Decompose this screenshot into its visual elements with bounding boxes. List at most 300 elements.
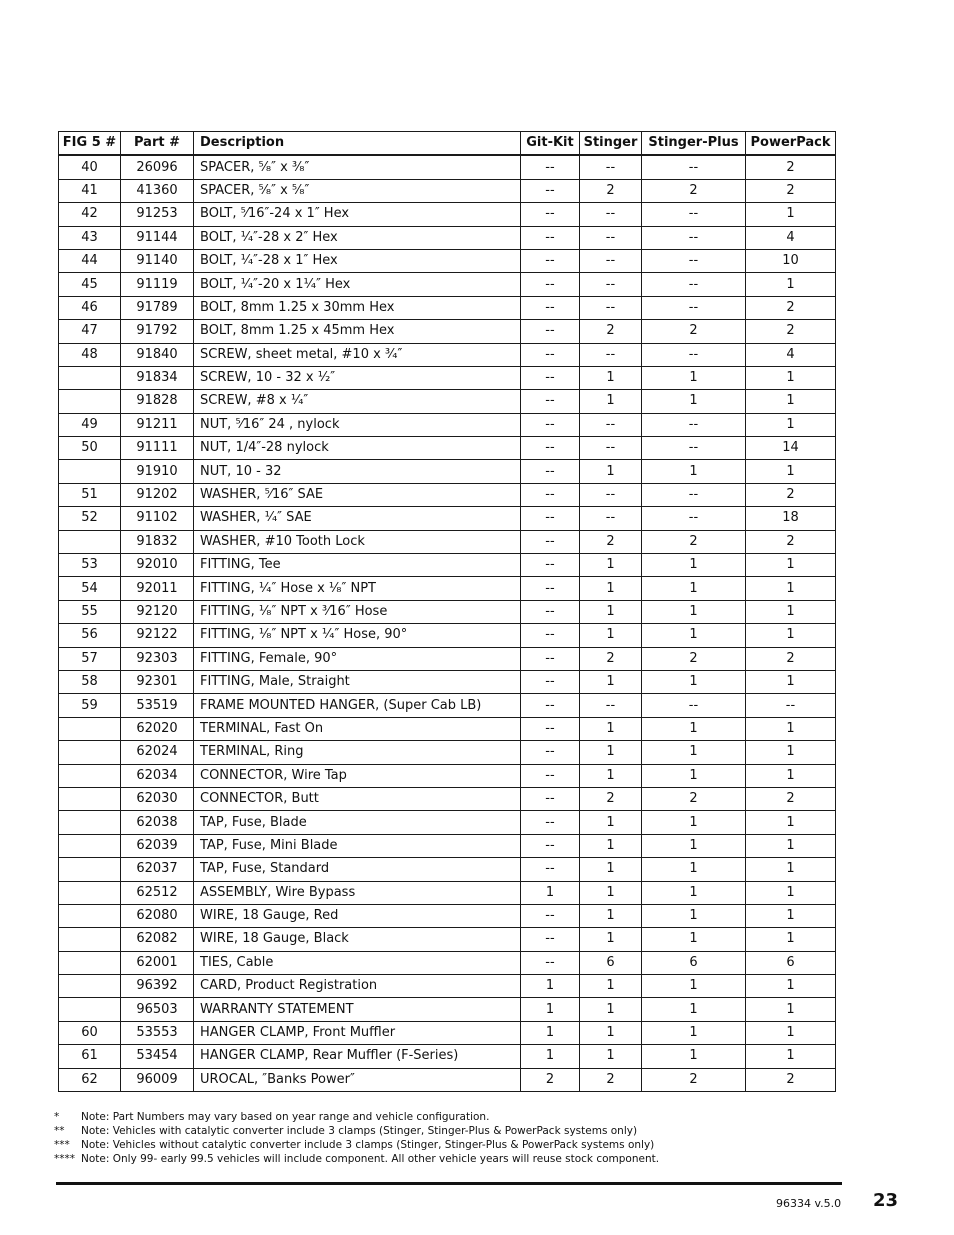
cell-powerpack: 1 (746, 554, 836, 577)
cell-gitkit: -- (521, 834, 580, 857)
cell-fig (59, 975, 121, 998)
cell-description: FITTING, ¹⁄₄″ Hose x ¹⁄₈″ NPT (194, 577, 521, 600)
cell-gitkit: -- (521, 366, 580, 389)
footnote-text: Note: Part Numbers may vary based on year range and vehicle configuration. (81, 1111, 490, 1123)
cell-fig: 57 (59, 647, 121, 670)
cell-stinger-plus: 1 (642, 554, 746, 577)
cell-stinger: 1 (580, 928, 642, 951)
cell-stinger-plus: 1 (642, 928, 746, 951)
cell-gitkit: -- (521, 951, 580, 974)
cell-part: 92303 (121, 647, 194, 670)
cell-fig: 56 (59, 624, 121, 647)
cell-description: BOLT, 8mm 1.25 x 30mm Hex (194, 296, 521, 319)
cell-stinger: 2 (580, 787, 642, 810)
cell-description: FITTING, Female, 90° (194, 647, 521, 670)
table-row (59, 390, 836, 413)
cell-gitkit: 1 (521, 1021, 580, 1044)
cell-stinger: 1 (580, 460, 642, 483)
cell-stinger: -- (580, 249, 642, 272)
cell-powerpack: 2 (746, 647, 836, 670)
footnote (54, 1138, 914, 1152)
table-header (59, 132, 836, 156)
cell-powerpack: 2 (746, 296, 836, 319)
cell-stinger: 1 (580, 670, 642, 693)
cell-description: TIES, Cable (194, 951, 521, 974)
cell-gitkit: 1 (521, 998, 580, 1021)
cell-stinger-plus: 2 (642, 530, 746, 553)
cell-part: 92301 (121, 670, 194, 693)
cell-fig (59, 530, 121, 553)
cell-part: 62082 (121, 928, 194, 951)
cell-gitkit: -- (521, 320, 580, 343)
cell-fig: 61 (59, 1045, 121, 1068)
cell-gitkit: -- (521, 437, 580, 460)
footnotes (54, 1110, 914, 1166)
cell-description: NUT, ⁵⁄16″ 24 , nylock (194, 413, 521, 436)
cell-gitkit: -- (521, 273, 580, 296)
cell-part: 91834 (121, 366, 194, 389)
table-row (59, 577, 836, 600)
cell-description: ASSEMBLY, Wire Bypass (194, 881, 521, 904)
footnote-text: Note: Vehicles without catalytic converter include 3 clamps (Stinger, Stinger-Plus & PowerPack systems only) (81, 1139, 655, 1151)
table-row (59, 320, 836, 343)
table-row (59, 764, 836, 787)
table-row (59, 507, 836, 530)
cell-description: BOLT, ¹⁄₄″-28 x 2″ Hex (194, 226, 521, 249)
cell-part: 91119 (121, 273, 194, 296)
cell-fig (59, 928, 121, 951)
cell-description: WASHER, #10 Tooth Lock (194, 530, 521, 553)
cell-part: 91144 (121, 226, 194, 249)
cell-stinger-plus: 1 (642, 577, 746, 600)
cell-stinger-plus: -- (642, 694, 746, 717)
cell-description: FRAME MOUNTED HANGER, (Super Cab LB) (194, 694, 521, 717)
cell-stinger-plus: 2 (642, 647, 746, 670)
cell-stinger: 1 (580, 577, 642, 600)
cell-part: 62024 (121, 741, 194, 764)
table-row (59, 413, 836, 436)
footnote-marker: **** (54, 1153, 75, 1165)
cell-powerpack: 1 (746, 858, 836, 881)
cell-gitkit: -- (521, 624, 580, 647)
cell-stinger-plus: 1 (642, 1045, 746, 1068)
table-row (59, 741, 836, 764)
cell-fig: 50 (59, 437, 121, 460)
cell-powerpack: 1 (746, 881, 836, 904)
cell-description: SCREW, sheet metal, #10 x ³⁄₄″ (194, 343, 521, 366)
cell-description: FITTING, ¹⁄₈″ NPT x ³⁄16″ Hose (194, 600, 521, 623)
cell-part: 91789 (121, 296, 194, 319)
cell-stinger: 1 (580, 717, 642, 740)
table-row (59, 998, 836, 1021)
cell-fig (59, 741, 121, 764)
cell-powerpack: 1 (746, 998, 836, 1021)
cell-fig (59, 904, 121, 927)
cell-part: 53553 (121, 1021, 194, 1044)
cell-stinger: 1 (580, 998, 642, 1021)
cell-stinger-plus: 1 (642, 975, 746, 998)
cell-powerpack: 2 (746, 179, 836, 202)
cell-stinger: 1 (580, 881, 642, 904)
cell-stinger-plus: -- (642, 155, 746, 179)
cell-description: SCREW, #8 x ¹⁄₄″ (194, 390, 521, 413)
cell-powerpack: 1 (746, 1045, 836, 1068)
cell-stinger-plus: 1 (642, 858, 746, 881)
table-row (59, 787, 836, 810)
table-row (59, 811, 836, 834)
cell-powerpack: 1 (746, 203, 836, 226)
cell-stinger: 1 (580, 554, 642, 577)
cell-part: 91910 (121, 460, 194, 483)
cell-gitkit: -- (521, 787, 580, 810)
cell-stinger-plus: 2 (642, 1068, 746, 1091)
cell-stinger-plus: 1 (642, 600, 746, 623)
table-row (59, 881, 836, 904)
cell-fig (59, 858, 121, 881)
cell-fig: 62 (59, 1068, 121, 1091)
cell-stinger: -- (580, 507, 642, 530)
cell-stinger: 1 (580, 741, 642, 764)
cell-fig (59, 764, 121, 787)
cell-stinger-plus: 1 (642, 998, 746, 1021)
cell-gitkit: -- (521, 577, 580, 600)
cell-description: WIRE, 18 Gauge, Red (194, 904, 521, 927)
cell-stinger: 2 (580, 530, 642, 553)
cell-description: BOLT, 8mm 1.25 x 45mm Hex (194, 320, 521, 343)
cell-part: 41360 (121, 179, 194, 202)
cell-stinger: -- (580, 437, 642, 460)
cell-description: WARRANTY STATEMENT (194, 998, 521, 1021)
footnote (54, 1152, 914, 1166)
table-row (59, 647, 836, 670)
cell-description: BOLT, ⁵⁄16″-24 x 1″ Hex (194, 203, 521, 226)
cell-fig: 54 (59, 577, 121, 600)
cell-part: 91102 (121, 507, 194, 530)
cell-powerpack: 2 (746, 1068, 836, 1091)
cell-powerpack: 1 (746, 577, 836, 600)
cell-powerpack: 14 (746, 437, 836, 460)
cell-gitkit: -- (521, 413, 580, 436)
footnote (54, 1110, 914, 1124)
cell-description: TERMINAL, Ring (194, 741, 521, 764)
cell-fig (59, 787, 121, 810)
cell-stinger: 1 (580, 834, 642, 857)
cell-gitkit: -- (521, 764, 580, 787)
cell-description: CONNECTOR, Butt (194, 787, 521, 810)
cell-description: TAP, Fuse, Standard (194, 858, 521, 881)
table-row (59, 1068, 836, 1091)
cell-gitkit: -- (521, 226, 580, 249)
cell-gitkit: -- (521, 179, 580, 202)
cell-description: HANGER CLAMP, Front Muffler (194, 1021, 521, 1044)
table-row (59, 904, 836, 927)
cell-stinger: -- (580, 694, 642, 717)
table-row (59, 155, 836, 179)
cell-powerpack: 2 (746, 155, 836, 179)
cell-stinger: 6 (580, 951, 642, 974)
cell-gitkit: -- (521, 296, 580, 319)
cell-stinger-plus: 2 (642, 179, 746, 202)
cell-powerpack: 1 (746, 928, 836, 951)
cell-stinger-plus: 1 (642, 1021, 746, 1044)
cell-part: 91828 (121, 390, 194, 413)
cell-stinger: 2 (580, 647, 642, 670)
cell-powerpack: 6 (746, 951, 836, 974)
cell-stinger-plus: 6 (642, 951, 746, 974)
footnote-text: Note: Only 99- early 99.5 vehicles will include component. All other vehicle years will reuse stock component. (81, 1153, 660, 1165)
cell-gitkit: 1 (521, 1045, 580, 1068)
table-row (59, 1021, 836, 1044)
cell-description: NUT, 10 - 32 (194, 460, 521, 483)
cell-stinger-plus: -- (642, 343, 746, 366)
table-row (59, 951, 836, 974)
table-row (59, 249, 836, 272)
cell-stinger: 2 (580, 179, 642, 202)
table-row (59, 670, 836, 693)
cell-stinger-plus: -- (642, 203, 746, 226)
cell-description: FITTING, ¹⁄₈″ NPT x ¹⁄₄″ Hose, 90° (194, 624, 521, 647)
cell-stinger: 1 (580, 1021, 642, 1044)
footnote-marker: ** (54, 1125, 65, 1137)
cell-part: 62001 (121, 951, 194, 974)
cell-powerpack: -- (746, 694, 836, 717)
cell-part: 92120 (121, 600, 194, 623)
cell-powerpack: 10 (746, 249, 836, 272)
cell-gitkit: -- (521, 507, 580, 530)
cell-powerpack: 2 (746, 530, 836, 553)
cell-stinger-plus: 1 (642, 904, 746, 927)
cell-gitkit: -- (521, 460, 580, 483)
cell-part: 96009 (121, 1068, 194, 1091)
cell-part: 91840 (121, 343, 194, 366)
cell-fig: 58 (59, 670, 121, 693)
cell-description: WASHER, ¹⁄₄″ SAE (194, 507, 521, 530)
cell-part: 62080 (121, 904, 194, 927)
cell-powerpack: 4 (746, 226, 836, 249)
cell-fig: 49 (59, 413, 121, 436)
cell-stinger: -- (580, 413, 642, 436)
cell-fig (59, 951, 121, 974)
cell-part: 92010 (121, 554, 194, 577)
table-row (59, 483, 836, 506)
cell-gitkit: -- (521, 343, 580, 366)
cell-part: 91211 (121, 413, 194, 436)
header-fig: FIG 5 # (59, 132, 121, 156)
cell-powerpack: 1 (746, 811, 836, 834)
cell-part: 92011 (121, 577, 194, 600)
cell-fig: 40 (59, 155, 121, 179)
cell-part: 62512 (121, 881, 194, 904)
cell-stinger-plus: 1 (642, 624, 746, 647)
cell-gitkit: 1 (521, 975, 580, 998)
cell-description: SPACER, ⁵⁄₈″ x ³⁄₈″ (194, 155, 521, 179)
cell-stinger-plus: -- (642, 226, 746, 249)
cell-gitkit: -- (521, 483, 580, 506)
cell-description: NUT, 1/4″-28 nylock (194, 437, 521, 460)
table-row (59, 343, 836, 366)
table-row (59, 858, 836, 881)
cell-part: 53454 (121, 1045, 194, 1068)
cell-description: CARD, Product Registration (194, 975, 521, 998)
table-row (59, 624, 836, 647)
table-row (59, 694, 836, 717)
cell-stinger: 1 (580, 975, 642, 998)
cell-stinger-plus: -- (642, 413, 746, 436)
cell-stinger: 1 (580, 904, 642, 927)
footnote-text: Note: Vehicles with catalytic converter include 3 clamps (Stinger, Stinger-Plus & PowerPack systems only) (81, 1125, 638, 1137)
cell-fig: 41 (59, 179, 121, 202)
cell-fig (59, 811, 121, 834)
cell-powerpack: 1 (746, 390, 836, 413)
cell-stinger: -- (580, 483, 642, 506)
cell-part: 62030 (121, 787, 194, 810)
cell-part: 53519 (121, 694, 194, 717)
table-row (59, 296, 836, 319)
cell-stinger-plus: 1 (642, 460, 746, 483)
footnote-marker: * (54, 1111, 60, 1123)
cell-stinger-plus: 1 (642, 764, 746, 787)
table-row (59, 203, 836, 226)
cell-fig: 51 (59, 483, 121, 506)
cell-description: WIRE, 18 Gauge, Black (194, 928, 521, 951)
cell-fig (59, 390, 121, 413)
cell-fig: 43 (59, 226, 121, 249)
cell-gitkit: 1 (521, 881, 580, 904)
cell-description: WASHER, ⁵⁄16″ SAE (194, 483, 521, 506)
table-row (59, 928, 836, 951)
cell-fig: 55 (59, 600, 121, 623)
cell-description: UROCAL, ″Banks Power″ (194, 1068, 521, 1091)
cell-stinger-plus: 1 (642, 390, 746, 413)
cell-part: 26096 (121, 155, 194, 179)
cell-gitkit: -- (521, 600, 580, 623)
cell-stinger: -- (580, 226, 642, 249)
header-gitkit: Git-Kit (521, 132, 580, 156)
cell-stinger: 2 (580, 1068, 642, 1091)
cell-gitkit: -- (521, 694, 580, 717)
cell-part: 91832 (121, 530, 194, 553)
header-powerpack: PowerPack (746, 132, 836, 156)
cell-stinger-plus: -- (642, 296, 746, 319)
cell-powerpack: 1 (746, 741, 836, 764)
cell-stinger: 1 (580, 858, 642, 881)
parts-table (58, 131, 836, 1092)
cell-powerpack: 1 (746, 600, 836, 623)
cell-powerpack: 1 (746, 413, 836, 436)
cell-stinger-plus: 2 (642, 787, 746, 810)
cell-stinger: -- (580, 343, 642, 366)
table-row (59, 179, 836, 202)
cell-stinger-plus: 1 (642, 366, 746, 389)
cell-stinger-plus: -- (642, 507, 746, 530)
table-row (59, 530, 836, 553)
cell-gitkit: -- (521, 670, 580, 693)
cell-fig (59, 717, 121, 740)
cell-description: SCREW, 10 - 32 x ¹⁄₂″ (194, 366, 521, 389)
cell-stinger-plus: 1 (642, 834, 746, 857)
cell-fig (59, 366, 121, 389)
table-row (59, 1045, 836, 1068)
cell-description: FITTING, Male, Straight (194, 670, 521, 693)
footnote (54, 1124, 914, 1138)
cell-part: 91202 (121, 483, 194, 506)
footer-divider (56, 1182, 842, 1185)
cell-gitkit: -- (521, 390, 580, 413)
cell-powerpack: 1 (746, 834, 836, 857)
cell-gitkit: -- (521, 647, 580, 670)
cell-description: TAP, Fuse, Mini Blade (194, 834, 521, 857)
cell-part: 62039 (121, 834, 194, 857)
cell-description: BOLT, ¹⁄₄″-28 x 1″ Hex (194, 249, 521, 272)
cell-stinger-plus: -- (642, 437, 746, 460)
cell-stinger: 1 (580, 764, 642, 787)
table-row (59, 600, 836, 623)
cell-stinger-plus: 1 (642, 741, 746, 764)
cell-stinger-plus: 1 (642, 881, 746, 904)
table-row (59, 834, 836, 857)
cell-part: 62037 (121, 858, 194, 881)
cell-gitkit: -- (521, 717, 580, 740)
cell-fig: 53 (59, 554, 121, 577)
cell-powerpack: 4 (746, 343, 836, 366)
table-row (59, 554, 836, 577)
cell-part: 62038 (121, 811, 194, 834)
table-row (59, 717, 836, 740)
cell-fig (59, 881, 121, 904)
table-row (59, 975, 836, 998)
header-part: Part # (121, 132, 194, 156)
cell-part: 62034 (121, 764, 194, 787)
cell-powerpack: 2 (746, 483, 836, 506)
cell-powerpack: 1 (746, 764, 836, 787)
header-description: Description (194, 132, 521, 156)
cell-fig: 44 (59, 249, 121, 272)
table-row (59, 460, 836, 483)
cell-stinger-plus: 2 (642, 320, 746, 343)
document-version: 96334 v.5.0 (776, 1197, 842, 1210)
cell-fig: 42 (59, 203, 121, 226)
cell-stinger: -- (580, 203, 642, 226)
cell-gitkit: -- (521, 811, 580, 834)
cell-gitkit: -- (521, 741, 580, 764)
cell-gitkit: -- (521, 155, 580, 179)
cell-powerpack: 2 (746, 787, 836, 810)
page-number: 23 (873, 1190, 899, 1211)
cell-stinger: 1 (580, 811, 642, 834)
cell-powerpack: 2 (746, 320, 836, 343)
cell-stinger-plus: -- (642, 273, 746, 296)
cell-description: CONNECTOR, Wire Tap (194, 764, 521, 787)
cell-stinger: 1 (580, 624, 642, 647)
cell-fig (59, 834, 121, 857)
table-row (59, 366, 836, 389)
cell-powerpack: 1 (746, 717, 836, 740)
table-row (59, 273, 836, 296)
cell-powerpack: 18 (746, 507, 836, 530)
cell-stinger: 1 (580, 366, 642, 389)
cell-powerpack: 1 (746, 273, 836, 296)
cell-description: TAP, Fuse, Blade (194, 811, 521, 834)
cell-stinger: -- (580, 155, 642, 179)
cell-powerpack: 1 (746, 624, 836, 647)
cell-fig: 46 (59, 296, 121, 319)
cell-stinger-plus: -- (642, 249, 746, 272)
header-stinger: Stinger (580, 132, 642, 156)
table-row (59, 437, 836, 460)
cell-part: 96503 (121, 998, 194, 1021)
cell-gitkit: -- (521, 858, 580, 881)
cell-part: 91111 (121, 437, 194, 460)
